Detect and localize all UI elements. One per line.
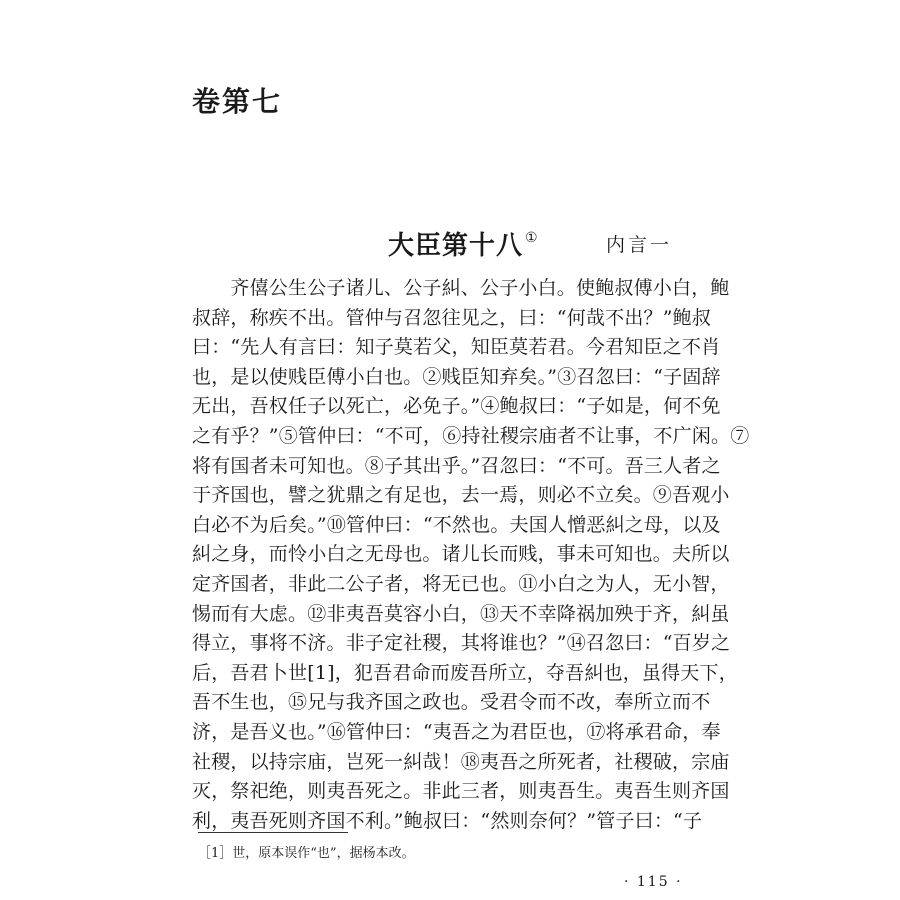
body-line: 糾之身，而怜小白之无母也。诸儿长而贱，事未可知也。夫所以 (192, 543, 730, 566)
body-line: 定齐国者，非此二公子者，将无已也。⑪小白之为人，无小智， (192, 572, 730, 595)
body-line: 白必不为后矣。”⑩管仲曰：“不然也。夫国人憎恶糾之母，以及 (192, 513, 721, 536)
body-line: 利，夷吾死则齐国不利。”鲍叔曰：“然则奈何？”管子曰：“子 (192, 809, 703, 832)
page-number: · 115 · (624, 874, 683, 890)
body-line: 得立，事将不济。非子定社稷，其将谁也？”⑭召忽曰：“百岁之 (192, 632, 731, 655)
body-line: 惕而有大虑。⑫非夷吾莫容小白，⑬天不幸降祸加殃于齐，糾虽 (192, 602, 730, 625)
footnote: ［1］世，原本误作“也”，据杨本改。 (198, 846, 415, 861)
body-line: 济，是吾义也。”⑯管仲曰：“夷吾之为君臣也，⑰将承君命，奉 (192, 720, 721, 743)
body-line: 后，吾君卜世[1]，犯吾君命而废吾所立，夺吾糾也，虽得天下， (192, 661, 738, 684)
body-line: 吾不生也，⑮兄与我齐国之政也。受君令而不改，奉所立而不 (192, 691, 711, 714)
body-line: 灭，祭祀绝，则夷吾死之。非此三者，则夷吾生。夷吾生则齐国 (192, 780, 730, 803)
body-line: 将有国者未可知也。⑧子其出乎。”召忽曰：“不可。吾三人者之 (192, 454, 721, 477)
body-line: 齐僖公生公子诸儿、公子糾、公子小白。使鲍叔傅小白，鲍 (192, 277, 730, 299)
chapter-title-block (388, 225, 539, 262)
chapter-title: 大臣第十八 (388, 231, 524, 261)
body-line: 无出，吾权任子以死亡，必免子。”④鲍叔曰：“子如是，何不免 (192, 395, 721, 418)
chapter-note-marker: ① (525, 230, 539, 246)
body-line: 于齐国也，譬之犹鼎之有足也，去一焉，则必不立矣。⑨吾观小 (192, 484, 730, 507)
body-line: 社稷，以持宗庙，岂死一糾哉！⑱夷吾之所死者，社稷破，宗庙 (192, 750, 730, 773)
footnote-divider (198, 832, 348, 833)
body-line: 曰：“先人有言曰：知子莫若父，知臣莫若君。今君知臣之不肖 (192, 336, 721, 359)
body-line: 之有乎？”⑤管仲曰：“不可，⑥持社稷宗庙者不让事，不广闲。⑦ (192, 424, 750, 447)
body-line: 也，是以使贱臣傅小白也。②贱臣知弃矣。”③召忽曰：“子固辞 (192, 365, 721, 388)
volume-title: 卷第七 (192, 85, 283, 118)
body-text (192, 274, 750, 836)
body-line: 叔辞，称疾不出。管仲与召忽往见之，曰：“何哉不出？”鲍叔 (192, 306, 712, 329)
chapter-subtitle: 内言一 (606, 234, 673, 256)
